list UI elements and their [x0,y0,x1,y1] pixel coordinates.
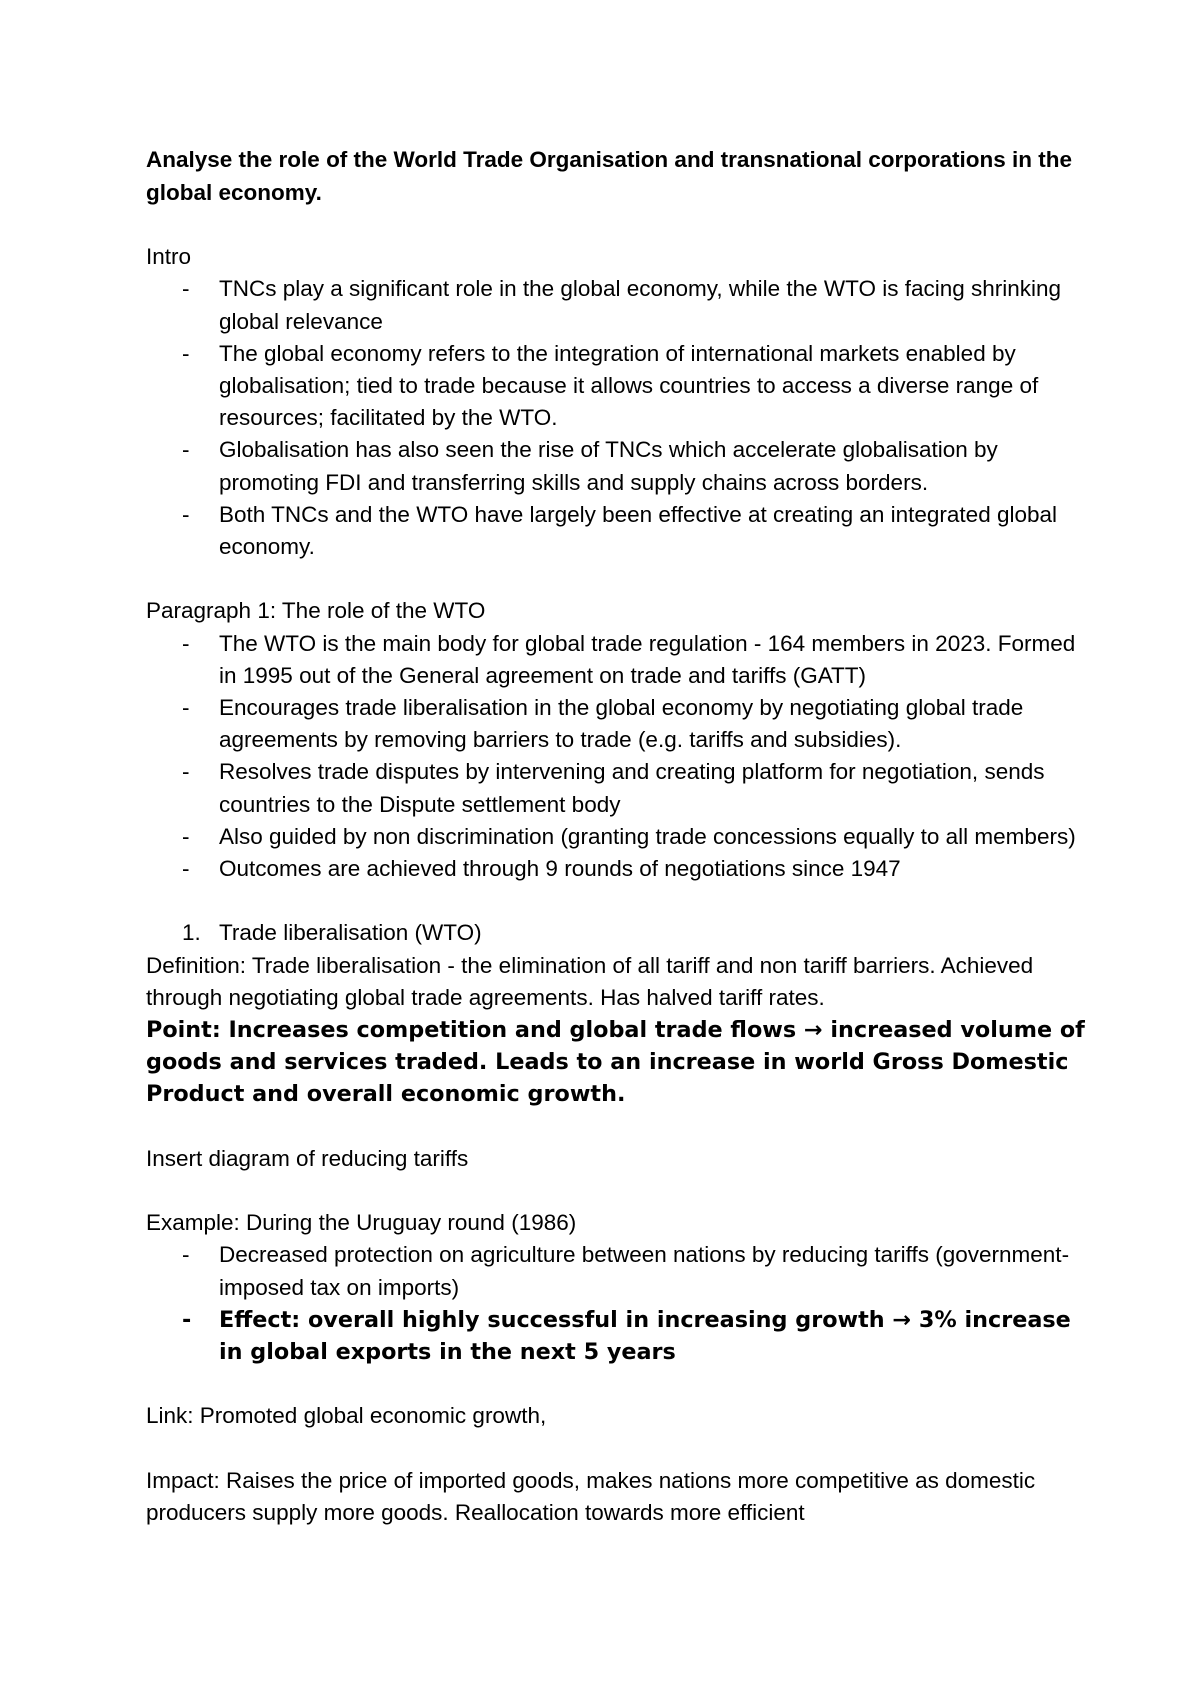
intro-bullet-list [146,273,1086,563]
dash-bullet: - [182,340,190,366]
numbered-list [146,917,1086,949]
spacer [146,209,1086,241]
bullet-text: The WTO is the main body for global trade regulation - 164 members in 2023. Formed in 1995 out of the General agreement on trade and tariffs (GATT) [219,630,1076,688]
list-number: 1. [182,920,201,946]
document-body [146,144,1086,1529]
definition-text: Definition: Trade liberalisation - the elimination of all tariff and non tariff barriers. Achieved through negotiating global trade agreements. Has halved tariff rates. [146,952,1034,1010]
list-item [146,338,1086,435]
list-item [146,756,1086,820]
point-text: Point: Increases competition and global trade flows → increased volume of goods and services traded. Leads to an increase in world Gross Domestic Product and overall economic growth. [146,1017,1085,1108]
link-text: Link: Promoted global economic growth, [146,1403,547,1429]
list-item [146,692,1086,756]
dash-bullet: - [182,695,190,721]
impact-text: Impact: Raises the price of imported goods, makes nations more competitive as domestic producers supply more goods. Reallocation towards more efficient [146,1467,1036,1526]
list-item [146,434,1086,498]
dash-bullet: - [182,437,190,463]
dash-bullet: - [182,276,190,302]
spacer [146,885,1086,917]
dash-bullet: - [182,759,190,785]
bullet-text: Encourages trade liberalisation in the global economy by negotiating global trade agreements by removing barriers to trade (e.g. tariffs and subsidies). [219,695,1024,753]
bullet-text: Decreased protection on agriculture between nations by reducing tariffs (government-imposed tax on imports) [219,1242,1070,1300]
dash-bullet: - [182,1242,190,1268]
dash-bullet: - [182,856,190,882]
bullet-text: Also guided by non discrimination (granting trade concessions equally to all members) [219,823,1076,849]
bullet-text: Globalisation has also seen the rise of TNCs which accelerate globalisation by promoting FDI and transferring skills and supply chains across borders. [219,437,998,495]
list-item [146,917,1086,949]
spacer [146,1175,1086,1207]
intro-heading: Intro [146,244,192,270]
section-label: Trade liberalisation (WTO) [219,920,482,946]
spacer [146,563,1086,595]
spacer [146,1111,1086,1143]
bullet-text: TNCs play a significant role in the global economy, while the WTO is facing shrinking global relevance [219,276,1062,334]
dash-bullet: - [182,630,190,656]
spacer [146,1433,1086,1465]
example-heading: Example: During the Uruguay round (1986) [146,1210,577,1236]
bullet-text: Both TNCs and the WTO have largely been effective at creating an integrated global economy. [219,501,1058,560]
list-item [146,1239,1086,1303]
dash-bullet: - [182,823,190,849]
list-item [146,499,1086,563]
diagram-note: Insert diagram of reducing tariffs [146,1145,469,1171]
essay-title: Analyse the role of the World Trade Organisation and transnational corporations in the global economy. [146,147,1072,205]
list-item [146,628,1086,692]
example-bullet-list [146,1239,1086,1368]
paragraph1-bullet-list [146,628,1086,886]
list-item [146,1304,1086,1368]
list-item [146,273,1086,337]
spacer [146,1368,1086,1400]
list-item [146,821,1086,853]
bullet-text: Outcomes are achieved through 9 rounds of negotiations since 1947 [219,856,901,882]
paragraph1-heading: Paragraph 1: The role of the WTO [146,598,486,624]
effect-text: Effect: overall highly successful in increasing growth → 3% increase in global exports in the next 5 years [219,1306,1071,1366]
list-item [146,853,1086,885]
bullet-text: Resolves trade disputes by intervening and creating platform for negotiation, sends countries to the Dispute settlement body [219,759,1045,817]
dash-bullet: - [182,501,190,527]
dash-bullet: - [182,1306,192,1333]
bullet-text: The global economy refers to the integration of international markets enabled by globalisation; tied to trade because it allows countries to access a diverse range of resources; facilitated by the WTO. [219,340,1039,431]
